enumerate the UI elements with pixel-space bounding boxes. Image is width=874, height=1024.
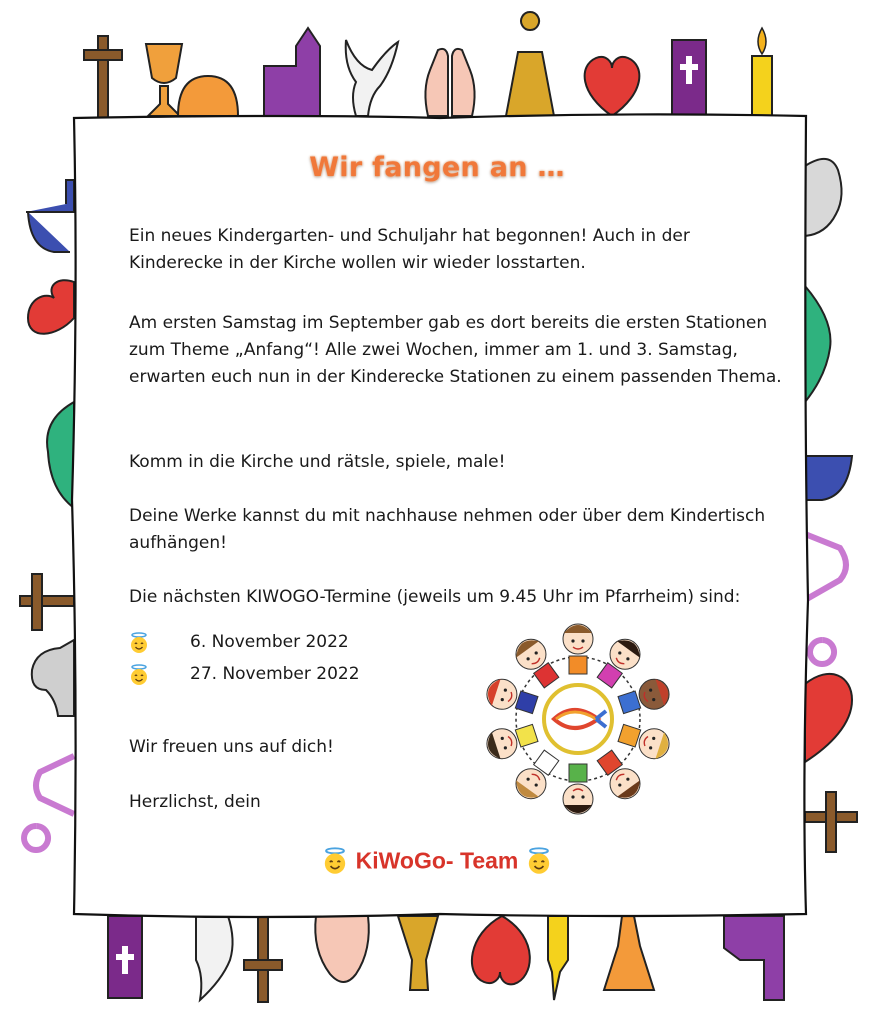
right-bell-icon [805, 534, 846, 664]
child-figure [597, 639, 640, 688]
top-cross-icon [84, 36, 122, 118]
paragraph-stations: Am ersten Samstag im September gab es dort bereits die ersten Stationen zum Theme „Anfang“! Alle zwei Wochen, immer am 1. und 3. Samstag, erwarten euch nun in der Kinderecke Stationen zu einem passenden Thema. [129, 313, 782, 387]
page-title: Wir fangen an … [309, 152, 565, 183]
top-bread-icon [178, 76, 238, 116]
left-heart-icon [28, 280, 74, 334]
bottom-bible-icon [108, 916, 142, 998]
closing-text: Wir freuen uns auf dich! [129, 737, 334, 757]
date-text: 27. November 2022 [190, 664, 360, 684]
right-cross-icon [805, 792, 857, 852]
smiling-face-with-halo-icon [128, 664, 150, 686]
child-figure [597, 750, 640, 799]
date-text: 6. November 2022 [190, 632, 349, 652]
right-fish-icon [805, 286, 830, 402]
top-candle-icon [752, 28, 772, 116]
left-fish-icon [47, 402, 74, 508]
bottom-cross-icon [244, 916, 282, 1002]
left-cross-icon [20, 574, 74, 630]
top-heart-icon [585, 57, 640, 116]
child-figure [563, 764, 593, 814]
left-bowl-icon [26, 180, 74, 252]
bottom-angel-icon [398, 916, 438, 990]
right-heart-icon [805, 674, 852, 762]
child-figure [516, 750, 559, 799]
smiling-face-with-halo-icon [128, 632, 150, 654]
top-angel-icon [506, 12, 554, 116]
child-figure [516, 639, 559, 688]
top-bible-icon [672, 40, 706, 118]
smiling-face-with-halo-icon [321, 847, 349, 875]
child-figure [487, 679, 538, 714]
team-name: KiWoGo- Team [355, 847, 519, 874]
bottom-candle-icon [548, 916, 568, 1000]
bottom-praying-hands-icon [315, 916, 369, 982]
signoff-text: Herzlichst, dein [129, 792, 261, 812]
children-circle-illustration [470, 615, 686, 825]
bottom-chalice-icon [604, 916, 654, 990]
left-oil-lamp-icon [32, 640, 74, 716]
child-figure [563, 624, 593, 674]
child-figure [618, 679, 669, 714]
paragraph-invitation: Komm in die Kirche und rätsle, spiele, male! [129, 452, 506, 472]
bottom-church-icon [724, 916, 784, 1000]
team-signature [0, 846, 874, 875]
paragraph-artworks: Deine Werke kannst du mit nachhause nehmen oder über dem Kindertisch aufhängen! [129, 506, 766, 553]
paragraph-dates-intro: Die nächsten KIWOGO-Termine (jeweils um 9.45 Uhr im Pfarrheim) sind: [129, 587, 741, 607]
top-praying-hands-icon [425, 49, 474, 116]
child-figure [618, 724, 669, 759]
child-figure [487, 724, 538, 759]
top-chalice-icon [146, 44, 182, 116]
smiling-face-with-halo-icon [525, 847, 553, 875]
bottom-dove-icon [196, 916, 233, 1000]
right-bowl-icon [805, 420, 852, 500]
top-church-icon [264, 28, 320, 116]
left-bell-icon [24, 756, 74, 850]
bottom-heart-icon [472, 916, 530, 984]
top-dove-icon [346, 40, 398, 116]
paragraph-intro: Ein neues Kindergarten- und Schuljahr hat begonnen! Auch in der Kinderecke in der Kirche wollen wir wieder losstarten. [129, 226, 690, 273]
